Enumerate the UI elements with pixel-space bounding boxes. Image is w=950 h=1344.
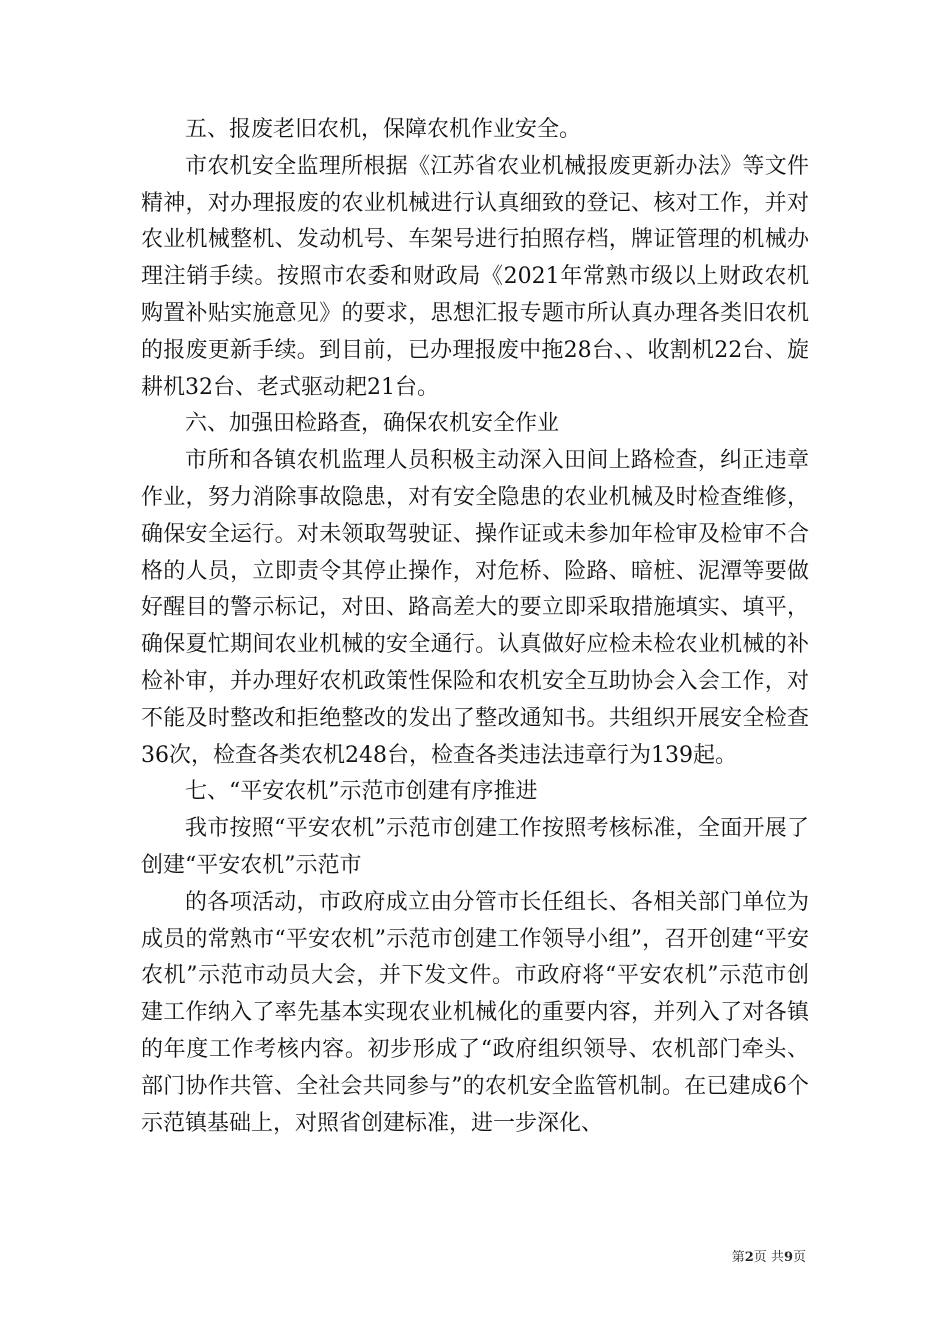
footer-suffix: 页 xyxy=(792,1250,806,1265)
section-heading-5: 五、报废老旧农机，保障农机作业安全。 xyxy=(185,117,582,142)
paragraph: 市所和各镇农机监理人员积极主动深入田间上路检查，纠正违章作业，努力消除事故隐患，对有安全隐患的农业机械及时检查维修，确保安全运行。对未领取驾驶证、操作证或未参加年检审及检审不合格的人员，立即责令其停止操作，对危桥、险路、暗桩、泥潭等要做好醒目的警示标记，对田、路高差大的要立即采取措施填实、填平，确保夏忙期间农业机械的安全通行。认真做好应检未检农业机械的补检补审，并办理好农机政策性保险和农机安全互助协会入会工作，对不能及时整改和拒绝整改的发出了整改通知书。共组织开展安全检查36次，检查各类农机248台，检查各类违法违章行为139起。 xyxy=(141,448,809,768)
body-text xyxy=(141,112,809,1142)
paragraph: 的各项活动，市政府成立由分管市长任组长、各相关部门单位为成员的常熟市“平安农机”示范市创建工作领导小组”，召开创建“平安农机”示范市动员大会，并下发文件。市政府将“平安农机”示范市创建工作纳入了率先基本实现农业机械化的重要内容，并列入了对各镇的年度工作考核内容。初步形成了“政府组织领导、农机部门牵头、部门协作共管、全社会共同参与”的农机安全监管机制。在已建成6个示范镇基础上，对照省创建标准，进一步深化、 xyxy=(141,889,809,1136)
current-page-number: 2 xyxy=(744,1250,754,1265)
paragraph: 我市按照“平安农机”示范市创建工作按照考核标准，全面开展了创建“平安农机”示范市 xyxy=(141,816,809,878)
section-heading-6: 六、加强田检路查，确保农机安全作业 xyxy=(185,411,560,437)
page-footer xyxy=(0,1246,806,1265)
total-pages-number: 9 xyxy=(783,1250,793,1265)
paragraph: 市农机安全监理所根据《江苏省农业机械报废更新办法》等文件精神，对办理报废的农业机械进行认真细致的登记、核对工作，并对农业机械整机、发动机号、车架号进行拍照存档，牌证管理的机械办理注销手续。按照市农委和财政局《2021年常熟市级以上财政农机购置补贴实施意见》的要求，思想汇报专题市所认真办理各类旧农机的报废更新手续。到目前，已办理报废中拖28台、、收割机22台、旋耕机32台、老式驱动耙21台。 xyxy=(141,153,809,400)
section-heading-7: 七、“平安农机”示范市创建有序推进 xyxy=(185,779,538,805)
footer-prefix: 第 xyxy=(731,1250,745,1265)
footer-middle: 页 共 xyxy=(753,1250,784,1265)
